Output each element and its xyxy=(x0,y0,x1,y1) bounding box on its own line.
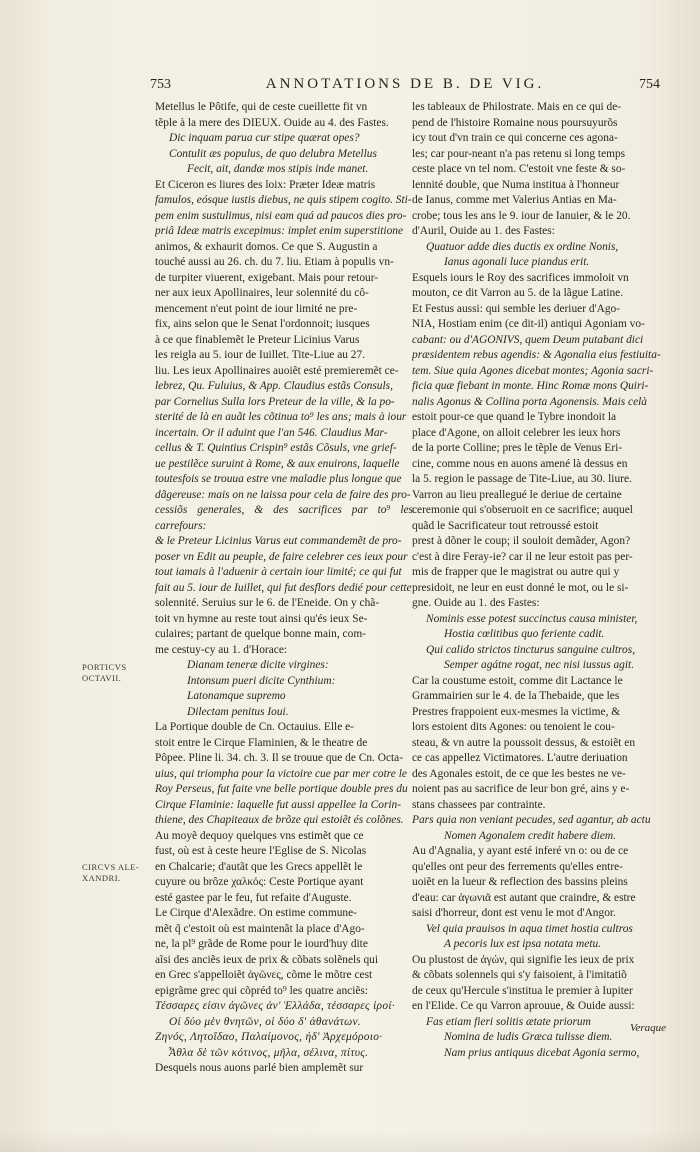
text-line: mencement n'eut point de iour limité ne pre- xyxy=(155,302,358,315)
text-line: mouton, ce dit Varron au 5. de la lãgue Latine. xyxy=(412,287,624,299)
text-line: fust, où est à ceste heure l'Eglise de S. Nicolas xyxy=(155,845,367,857)
text-line: en l'Elide. Ce qu Varron aprouue, & Ouide aussi: xyxy=(412,1000,635,1012)
text-line: mis de frapper que le magistrat ou autre qui y xyxy=(412,566,620,578)
text-line: lennité double, que Numa institua à l'honneur xyxy=(412,178,620,191)
catchword: Veraque xyxy=(630,1022,667,1034)
verse-line: Nam prius antiquus dicebat Agonia sermo, xyxy=(444,1046,640,1059)
text-line: ne, la pl⁹ grãde de Rome pour le iourd'huy dite xyxy=(155,938,368,950)
text-line: pend de l'histoire Romaine nous poursuyurõs xyxy=(412,116,618,129)
text-line: incertain. Or il aduint que l'an 546. Claudius Mar- xyxy=(155,426,388,439)
text-line: d'eau: car ἀγωνιᾶ est autant que craindre, & estre xyxy=(412,891,636,904)
greek-verse-line: Ἆθλα δὲ τῶν κότινος, μῆλα, σέλινα, πίτυς. xyxy=(169,1046,369,1059)
text-line: lors estoient dits Agones: ou tenoient le cou- xyxy=(412,721,615,733)
text-line: de Ianus, comme met Valerius Antias en Ma- xyxy=(412,194,617,206)
text-line: me cestuy-cy au 1. d'Horace: xyxy=(155,643,288,656)
page-number-right: 754 xyxy=(639,77,660,92)
text-line: toutesfois se trouua estre vne maladie plus longue que xyxy=(155,473,402,485)
verse-line: Qui calido strictos tincturus sanguine cultros, xyxy=(426,643,636,656)
text-line: ue pestilẽce suruint à Rome, & aux enuirons, laquelle xyxy=(155,457,400,470)
text-line: ceste place vn tel nom. C'estoit vne feste & so- xyxy=(412,163,626,175)
text-line: Desquels nous auons parlé bien amplemẽt sur xyxy=(155,1062,364,1074)
text-line: tout iamais à l'aduenir à certain iour limité; ce qui fut xyxy=(155,566,402,578)
text-line: tem. Siue quia Agones dicebat montes; Agonia sacri- xyxy=(412,364,654,377)
text-line: aĩsi des anciẽs ieux de prix & cõbats solẽnels qui xyxy=(155,953,379,966)
text-line: priâ Ideæ matris excepimus: implet enim superstitione xyxy=(155,225,404,237)
text-line: fait au 5. iour de Iuillet, qui fut desflors dedié pour cette xyxy=(155,581,412,594)
verse-line: Latonamque supremo xyxy=(187,690,286,702)
text-line: ce cas appellez Victimatores. L'autre deriuation xyxy=(412,752,628,764)
text-line: les reigla au 5. iour de Iuillet. Tite-Liue au 27. xyxy=(155,349,366,361)
verse-line: Hostia cœlitibus quo feriente cadit. xyxy=(444,628,605,640)
text-line: stoit entre le Cirque Flaminien, & le theatre de xyxy=(155,736,368,749)
text-line: Metellus le Pôtife, qui de ceste cueillette fit vn xyxy=(155,101,368,113)
verse-line: Dianam teneræ dicite virgines: xyxy=(187,659,329,671)
text-line: solennité. Seruius sur le 6. de l'Eneide. On y chã- xyxy=(155,597,380,609)
text-line: les; car pour-neant n'a pas retenu si long temps xyxy=(412,147,626,160)
text-line: famulos, eósque iustis diebus, ne quis stipem cogito. Sti- xyxy=(155,194,412,206)
text-line: les tableaux de Philostrate. Mais en ce qui de- xyxy=(412,101,622,113)
text-line: esté gastee par le feu, fut refaite d'Auguste. xyxy=(155,891,352,904)
text-line: Esquels iours le Roy des sacrifices immoloit vn xyxy=(412,271,629,284)
text-line: thiene, des Chapiteaux de brõze qui estoiẽt és colõnes. xyxy=(155,814,404,826)
verse-line: Ianus agonali luce piandus erit. xyxy=(444,256,590,268)
text-line: mẽt q̃ c'estoit où est maintenãt la place d'Ago- xyxy=(155,922,365,935)
text-line: cuyure ou brôze χαλκός: Ceste Portique ayant xyxy=(155,876,364,888)
text-line: à ce que finablemẽt le Preteur Licinius Varus xyxy=(155,333,360,346)
text-line: cessiõs generales, & des sacrifices par to⁹ les carrefours: xyxy=(155,504,413,532)
text-line: præsidentem rebus agendis: & Agonalia eius festiuita- xyxy=(412,349,661,361)
greek-verse-line: Τέσσαρες εἰσιν ἀγῶνες ἀν' Ἑλλάδα, τέσσαρες ἱροί· xyxy=(155,1000,395,1012)
text-line: gne. Ouide au 1. des Fastes: xyxy=(412,597,540,609)
verse-line: Fecit, ait, dandæ mos stipis inde manet. xyxy=(187,163,369,175)
text-line: Varron au lieu preallegué le deriue de certaine xyxy=(412,488,622,501)
text-line: culaires; partant de quelque bonne main, com- xyxy=(155,628,366,640)
text-line: & le Preteur Licinius Varus eut commandemẽt de pro- xyxy=(155,535,402,547)
text-line: cabant: ou d'AGONIVS, quem Deum putabant dici xyxy=(412,333,644,346)
text-line: de turpiter viuerent, exigebant. Mais pour retour- xyxy=(155,271,379,284)
left-column xyxy=(155,100,413,1140)
text-line: lebrez, Qu. Fuluius, & App. Claudius estãs Consuls, xyxy=(155,380,393,392)
text-line: ceremonie qui s'obseruoit en ce sacrifice; auquel xyxy=(412,504,633,516)
text-line: fix, ains selon que le Senat l'ordonnoit; iusques xyxy=(155,318,370,330)
text-line: liu. Les ieux Apollinaires auoiẽt esté premieremẽt ce- xyxy=(155,364,399,377)
text-line: uius, qui triompha pour la victoire cue par mer cotre le xyxy=(155,767,407,780)
text-line: stans chassees par contrainte. xyxy=(412,798,546,811)
text-line: touché aussi au 26. ch. du 7. liu. Etiam à populis vn- xyxy=(155,256,394,268)
greek-verse-line: Ζηνός, Λητοΐδαο, Παλαίμονος, ἠδ' Ἀρχεμόροιο· xyxy=(155,1031,383,1043)
text-line: cellus & T. Quintius Crispin⁹ estãs Cõsuls, vne grief- xyxy=(155,442,397,454)
text-line: en Chalcarie; d'autãt que les Grecs appellẽt le xyxy=(155,860,363,873)
verse-line: Contulit æs populus, de quo delubra Metellus xyxy=(169,147,377,160)
text-line: la 5. region le passage de Tite-Liue, au 30. liure. xyxy=(412,473,632,485)
text-line: & cõbats solennels qui s'y faisoient, à l'imitatiõ xyxy=(412,969,627,981)
text-line: d'Auril, Ouide au 1. des Fastes: xyxy=(412,225,555,237)
text-line: en Grec s'appelloiẽt ἀγῶνες, cõme le mõtre cest xyxy=(155,969,373,981)
text-line: toit vn hymne au reste tout ainsi qu'és ieux Se- xyxy=(155,612,368,625)
text-line: de la porte Colline; pres le tẽple de Venus Eri- xyxy=(412,442,623,454)
verse-line: Vel quia prauisos in aqua timet hostia cultros xyxy=(426,922,633,935)
text-line: cine, comme nous en auons amené là dessus en xyxy=(412,457,628,470)
text-line: Et Ciceron es liures des loix: Præter Ideæ matris xyxy=(155,178,376,191)
text-line: uoiẽt en la lueur & reflection des bassins pleins xyxy=(412,876,628,888)
text-line: Au moyẽ dequoy quelques vns estimẽt que ce xyxy=(155,829,364,842)
verse-line: Fas etiam fieri solitis ætate priorum xyxy=(426,1015,591,1028)
text-line: poser vn Edit au peuple, de faire celebrer ces ieux pour xyxy=(155,550,408,563)
text-line: par Cornelius Sulla lors Preteur de la ville, & la po- xyxy=(155,395,395,408)
verse-line: Quatuor adde dies ductis ex ordine Nonis, xyxy=(426,240,619,253)
verse-line: Nominis esse potest succinctus causa minister, xyxy=(426,612,638,625)
text-line: ner aux ieux Apollinaires, leur solennité du cô- xyxy=(155,287,369,299)
text-line: des Agonales estoit, de ce que les bestes ne ve- xyxy=(412,767,626,780)
text-line: animos, & exhaurit domos. Ce que S. Augustin a xyxy=(155,240,378,253)
greek-verse-line: Οἱ δύο μὲν θνητῶν, οἱ δύο δ' ἀθανάτων. xyxy=(169,1015,361,1028)
margin-note-circus: CIRCVS ALE-XANDRI. xyxy=(82,862,140,883)
text-line: Car la coustume estoit, comme dit Lactance le xyxy=(412,674,623,687)
text-line: sterité de là en auãt les cõtinua to⁹ les ans; mais à iour xyxy=(155,411,407,423)
right-column xyxy=(412,100,670,1140)
verse-line: Dic inquam parua cur stipe quærat opes? xyxy=(169,132,360,144)
verse-line: Dilectam penitus Ioui. xyxy=(187,705,289,718)
text-line: NIA, Hostiam enim (ce dit-il) antiqui Agoniam vo- xyxy=(412,318,645,330)
text-line: Pôpee. Pline li. 34. ch. 3. Il se trouue que de Cn. Octa- xyxy=(155,752,404,764)
verse-line: Nomen Agonalem credit habere diem. xyxy=(444,829,616,842)
text-line: noient pas au sacrifice de leur bon gré, ains y e- xyxy=(412,783,630,795)
running-title: ANNOTATIONS DE B. DE VIG. xyxy=(265,76,545,92)
text-line: Prestres frappoient eux-mesmes la victime, & xyxy=(412,705,621,718)
text-line: steau, & vn autre la poussoit dessus, & estoiẽt en xyxy=(412,736,636,749)
text-line: estoit pour-ce que quand le Tybre inondoit la xyxy=(412,411,617,423)
text-line: epigrãme grec qui cõpréd to⁹ les quatre anciẽs: xyxy=(155,984,369,997)
text-line: prest à dõner le coup; il souloit demãder, Agon? xyxy=(412,535,631,547)
text-line: Ou plustost de ἀγών, qui signifie les ieux de prix xyxy=(412,953,635,966)
page-number-left: 753 xyxy=(150,77,171,92)
text-line: Cirque Flaminie: laquelle fut aussi appellee la Corin- xyxy=(155,798,402,811)
text-line: saisi d'horreur, dont est venu le mot d'Angor. xyxy=(412,907,616,919)
text-line: presidoit, ne leur en eust donné le mot, ou le si- xyxy=(412,581,629,594)
text-line: tẽple à la mere des DIEUX. Ouide au 4. des Fastes. xyxy=(155,116,389,129)
text-line: qu'elles ont peur des ferrements qu'elles entre- xyxy=(412,860,623,873)
text-line: Au d'Agnalia, y ayant esté inferé vn o: ou de ce xyxy=(412,845,629,857)
verse-line: Pars quia non veniant pecudes, sed agantur, ab actu xyxy=(412,814,651,826)
text-line: pem enim sustulimus, nisi eam quá ad paucos dies pro- xyxy=(155,209,407,222)
text-line: nalis Agonus & Collina porta Agonensis. Mais celà xyxy=(412,395,647,408)
page-header xyxy=(150,76,660,98)
text-line: Et Festus aussi: qui semble les deriuer d'Ago- xyxy=(412,302,621,315)
verse-line: A pecoris lux est ipsa notata metu. xyxy=(444,938,602,950)
text-line: de ceux qu'Hercule s'institua le premier à Iupiter xyxy=(412,984,633,997)
text-line: quãd le Sacrificateur tout retroussé estoit xyxy=(412,519,599,532)
text-line: c'est à dire Feray-ie? car il ne leur estoit pas per- xyxy=(412,550,633,563)
text-line: icy tout d'vn train ce qui concerne ces agona- xyxy=(412,132,618,144)
text-line: dãgereuse: mais on ne laissa pour cela de faire des pro- xyxy=(155,488,411,501)
verse-line: Intonsum pueri dicite Cynthium: xyxy=(187,674,336,687)
margin-note-porticus: PORTICVS OCTAVII. xyxy=(82,662,127,683)
text-line: Roy Perseus, fut faite vne belle portique double pres du xyxy=(155,783,408,795)
text-line: La Portique double de Cn. Octauius. Elle e- xyxy=(155,721,354,733)
text-line: Le Cirque d'Alexãdre. On estime commune- xyxy=(155,907,357,919)
text-line: ficia quæ fiebant in monte. Hinc Romæ mons Quiri- xyxy=(412,380,649,392)
verse-line: Nomina de ludis Græca tulisse diem. xyxy=(444,1031,613,1043)
text-line: place d'Agone, on alloit celebrer les ieux hors xyxy=(412,426,621,439)
text-line: Grammairien sur le 4. de la Thebaide, que les xyxy=(412,690,620,702)
verse-line: Semper agátne rogat, nec nisi iussus agit. xyxy=(444,659,635,671)
text-line: crobe; tous les ans le 9. iour de Ianuier, & le 20. xyxy=(412,209,631,222)
